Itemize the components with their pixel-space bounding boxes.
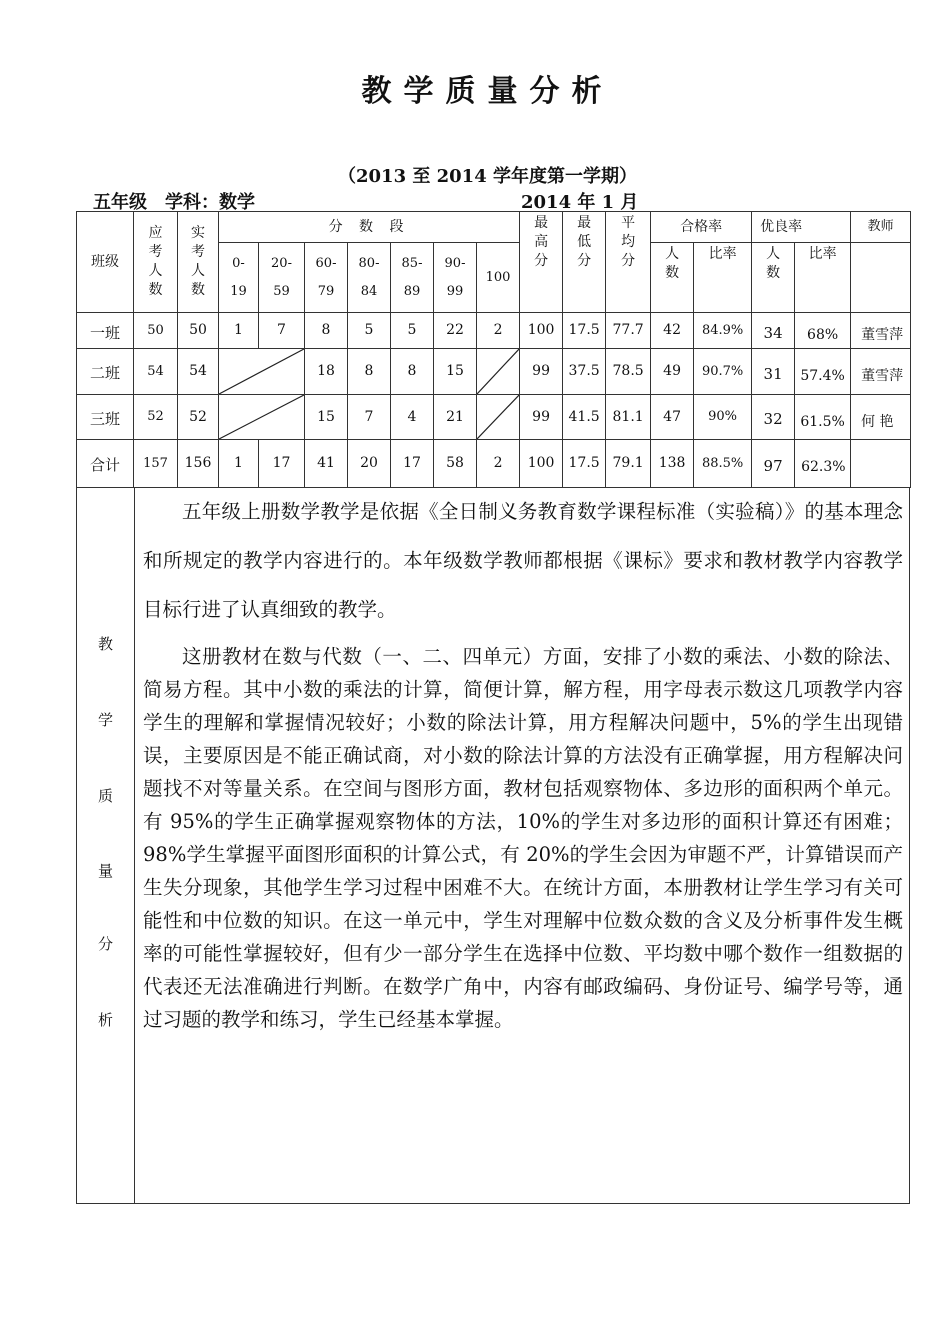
cell-seg: 21: [434, 395, 477, 440]
cell-teacher: 何 艳: [851, 395, 911, 440]
cell-seg: 1: [219, 440, 259, 488]
side-char: 分: [97, 935, 113, 953]
cell-teacher: 董雪萍: [851, 313, 911, 349]
cell-exc-r: 62.3%: [795, 440, 851, 488]
cell-max: 99: [520, 395, 563, 440]
cell-seg: 4: [391, 395, 434, 440]
cell-expected: 52: [134, 395, 178, 440]
header-excellent: 优良率: [752, 212, 851, 243]
cell-exc-r: 61.5%: [795, 395, 851, 440]
cell-exc-r: 68%: [795, 313, 851, 349]
cell-seg: 58: [434, 440, 477, 488]
header-max: 最高分: [520, 212, 563, 313]
cell-seg: 22: [434, 313, 477, 349]
seg-label: 80-84: [348, 243, 391, 313]
cell-min: 41.5: [563, 395, 606, 440]
cell-class: 合计: [77, 440, 134, 488]
cell-class: 一班: [77, 313, 134, 349]
subject-label: 学科：数学: [165, 192, 255, 213]
cell-pass-n: 138: [651, 440, 694, 488]
header-pass: 合格率: [651, 212, 752, 243]
header-exc-people: 人数: [752, 243, 795, 313]
side-char: 析: [97, 1011, 113, 1029]
header-expected: 应考人数: [134, 212, 178, 313]
cell-seg: 15: [434, 349, 477, 395]
seg-label: 90-99: [434, 243, 477, 313]
report-date: 2014 年 1 月: [521, 192, 639, 213]
header-pass-people: 人数: [651, 243, 694, 313]
cell-pass-r: 90%: [694, 395, 752, 440]
cell-class: 三班: [77, 395, 134, 440]
cell-actual: 54: [178, 349, 219, 395]
seg-label: 20-59: [259, 243, 305, 313]
cell-seg: 5: [348, 313, 391, 349]
cell-seg: 2: [477, 313, 520, 349]
analysis-side-label: [77, 487, 135, 1203]
cell-pass-r: 90.7%: [694, 349, 752, 395]
header-class: 班级: [77, 212, 134, 313]
cell-exc-n: 34: [752, 313, 795, 349]
cell-seg: 7: [259, 313, 305, 349]
page-title: 教学质量分析: [361, 74, 614, 109]
cell-avg: 78.5: [606, 349, 651, 395]
header-exc-ratio: 比率: [795, 243, 851, 313]
side-char: 学: [97, 711, 113, 729]
diagonal-slash-icon: [219, 349, 304, 394]
cell-teacher: 董雪萍: [851, 349, 911, 395]
cell-expected: 50: [134, 313, 178, 349]
cell-seg: 8: [391, 349, 434, 395]
cell-min: 17.5: [563, 440, 606, 488]
cell-max: 100: [520, 313, 563, 349]
cell-seg: 7: [348, 395, 391, 440]
cell-avg: 81.1: [606, 395, 651, 440]
seg-label: 0-19: [219, 243, 259, 313]
table-row: [77, 440, 911, 488]
table-row: [77, 313, 911, 349]
cell-actual: 52: [178, 395, 219, 440]
header-segments: 分 数 段: [219, 212, 520, 243]
header-teacher-blank: [851, 243, 911, 313]
cell-teacher: [851, 440, 911, 488]
cell-expected: 54: [134, 349, 178, 395]
cell-actual: 156: [178, 440, 219, 488]
grade-label: 五年级: [93, 192, 147, 213]
seg-label: 85-89: [391, 243, 434, 313]
cell-seg: 17: [391, 440, 434, 488]
cell-max: 99: [520, 349, 563, 395]
cell-exc-n: 97: [752, 440, 795, 488]
cell-exc-n: 31: [752, 349, 795, 395]
seg-label: 60-79: [305, 243, 348, 313]
header-actual: 实考人数: [178, 212, 219, 313]
header-teacher: 教师: [851, 212, 911, 243]
cell-pass-n: 47: [651, 395, 694, 440]
cell-seg: 20: [348, 440, 391, 488]
cell-pass-n: 42: [651, 313, 694, 349]
school-period: （2013 至 2014 学年度第一学期）: [338, 166, 637, 187]
cell-seg-empty: [477, 395, 520, 440]
cell-min: 37.5: [563, 349, 606, 395]
cell-class: 二班: [77, 349, 134, 395]
cell-seg: 17: [259, 440, 305, 488]
cell-avg: 77.7: [606, 313, 651, 349]
table-row: [77, 349, 911, 395]
cell-seg: 8: [348, 349, 391, 395]
analysis-body: [143, 487, 903, 1036]
analysis-paragraph-2: 这册教材在数与代数（一、二、四单元）方面，安排了小数的乘法、小数的除法、简易方程。其中小数的乘法的计算，简便计算，解方程，用字母表示数这几项教学内容学生的理解和掌握情况较好；小数的除法计算，用方程解决问题中，5%的学生出现错误，主要原因是不能正确试商，对小数的除法计算的方法没有正确掌握，用方程解决问题找不对等量关系。在空间与图形方面，教材包括观察物体、多边形的面积两个单元。有 95%的学生正确掌握观察物体的方法，10%的学生对多边形的面积计算还有困难；98%学生掌握平面图形面积的计算公式，有 20%的学生会因为审题不严，计算错误而产生失分现象，其他学生学习过程中困难不大。在统计方面，本册教材让学生学习有关可能性和中位数的知识。在这一单元中，学生对理解中位数众数的含义及分析事件发生概率的可能性掌握较好，但有少一部分学生在选择中位数、平均数中哪个数作一组数据的代表还无法准确进行判断。在数学广角中，内容有邮政编码、身份证号、编学号等，通过习题的教学和练习，学生已经基本掌握。: [143, 645, 903, 1031]
analysis-paragraph-1: 五年级上册数学教学是依据《全日制义务教育数学课程标准（实验稿）》的基本理念和所规定的教学内容进行的。本年级数学教师都根据《课标》要求和教材教学内容教学目标行进了认真细致的教学。: [143, 500, 903, 621]
cell-exc-n: 32: [752, 395, 795, 440]
cell-pass-r: 84.9%: [694, 313, 752, 349]
header-avg: 平均分: [606, 212, 651, 313]
analysis-section: [76, 487, 910, 1204]
cell-seg-empty: [477, 349, 520, 395]
cell-actual: 50: [178, 313, 219, 349]
cell-seg: 2: [477, 440, 520, 488]
header-pass-ratio: 比率: [694, 243, 752, 313]
cell-seg: 18: [305, 349, 348, 395]
cell-max: 100: [520, 440, 563, 488]
cell-pass-n: 49: [651, 349, 694, 395]
cell-seg: 15: [305, 395, 348, 440]
cell-seg-empty: [219, 349, 305, 395]
cell-seg: 1: [219, 313, 259, 349]
side-char: 量: [97, 862, 113, 880]
cell-seg: 5: [391, 313, 434, 349]
side-char: 教: [97, 635, 113, 653]
cell-min: 17.5: [563, 313, 606, 349]
header-min: 最低分: [563, 212, 606, 313]
cell-expected: 157: [134, 440, 178, 488]
diagonal-slash-icon: [477, 349, 519, 394]
score-table: [76, 211, 911, 488]
cell-exc-r: 57.4%: [795, 349, 851, 395]
cell-seg-empty: [219, 395, 305, 440]
table-row: [77, 395, 911, 440]
cell-avg: 79.1: [606, 440, 651, 488]
side-char: 质: [97, 787, 113, 805]
diagonal-slash-icon: [477, 395, 519, 439]
cell-seg: 8: [305, 313, 348, 349]
cell-seg: 41: [305, 440, 348, 488]
diagonal-slash-icon: [219, 395, 304, 439]
cell-pass-r: 88.5%: [694, 440, 752, 488]
seg-label: 100: [477, 243, 520, 313]
